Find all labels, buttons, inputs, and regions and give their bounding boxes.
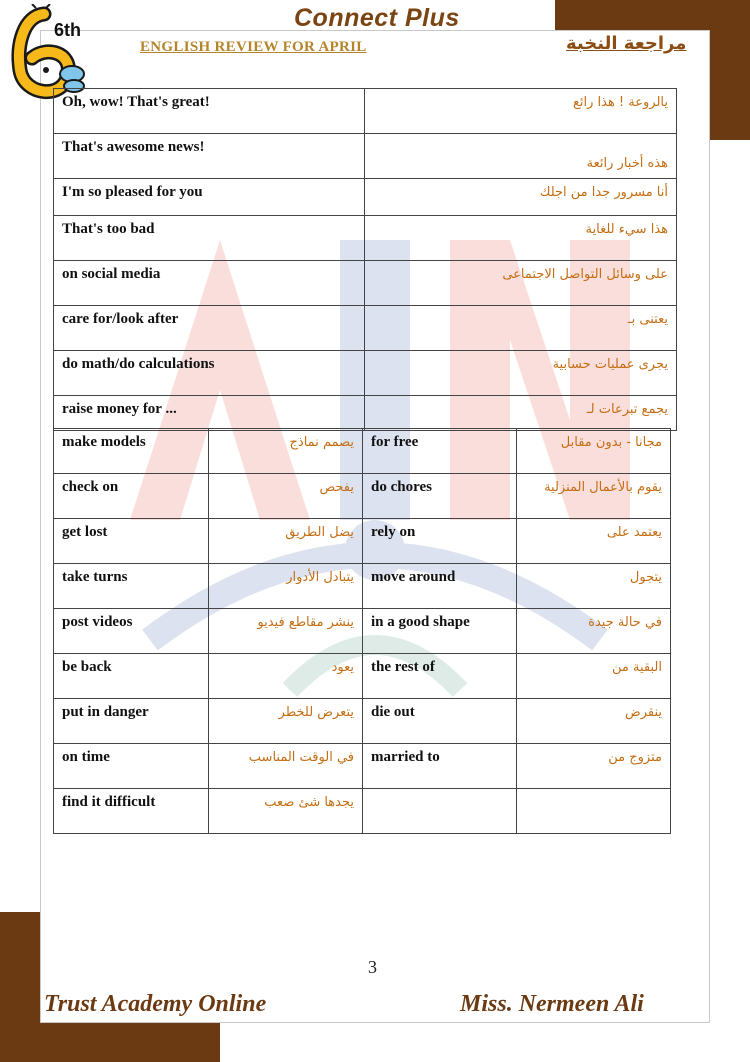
vocab-english: on time <box>54 744 209 789</box>
table-row <box>54 564 671 609</box>
table-row <box>54 179 677 216</box>
vocabulary-table <box>53 428 671 834</box>
vocab-arabic: متزوج من <box>517 744 671 789</box>
page-number: 3 <box>368 957 377 977</box>
review-title: ENGLISH REVIEW FOR APRIL <box>140 39 367 55</box>
vocab-english: move around <box>363 564 517 609</box>
vocab-arabic: يتعرض للخطر <box>209 699 363 744</box>
phrase-arabic: يالروعة ! هذا رائع <box>365 89 677 134</box>
vocab-arabic: يعود <box>209 654 363 699</box>
table-row <box>54 216 677 261</box>
phrase-arabic: على وسائل التواصل الاجتماعى <box>365 261 677 306</box>
vocab-english: the rest of <box>363 654 517 699</box>
phrase-english: I'm so pleased for you <box>54 179 365 216</box>
table-row <box>54 429 671 474</box>
phrases-table <box>53 88 677 431</box>
vocab-english: do chores <box>363 474 517 519</box>
vocab-english: for free <box>363 429 517 474</box>
table-row <box>54 306 677 351</box>
phrase-english: care for/look after <box>54 306 365 351</box>
review-title-arabic: مراجعة النخبة <box>566 33 687 54</box>
vocab-english: in a good shape <box>363 609 517 654</box>
table-row <box>54 519 671 564</box>
footer-teacher: Miss. Nermeen Ali <box>460 991 644 1017</box>
phrase-arabic: هذا سيء للغاية <box>365 216 677 261</box>
vocab-arabic: يتبادل الأدوار <box>209 564 363 609</box>
vocab-arabic: ينشر مقاطع فيديو <box>209 609 363 654</box>
table-row <box>54 699 671 744</box>
vocab-arabic: البقية من <box>517 654 671 699</box>
vocab-arabic: يقوم بالأعمال المنزلية <box>517 474 671 519</box>
table-row <box>54 134 677 179</box>
table-row <box>54 789 671 834</box>
table-row <box>54 396 677 431</box>
table-row <box>54 654 671 699</box>
phrase-english: do math/do calculations <box>54 351 365 396</box>
vocab-arabic: مجانا - بدون مقابل <box>517 429 671 474</box>
vocab-english: put in danger <box>54 699 209 744</box>
vocab-arabic: في حالة جيدة <box>517 609 671 654</box>
phrase-arabic: يجرى عمليات حسابية <box>365 351 677 396</box>
phrase-arabic: يجمع تبرعات لـ <box>365 396 677 431</box>
grade-logo-text: 6th <box>54 20 81 40</box>
phrase-english: raise money for ... <box>54 396 365 431</box>
phrase-english: That's awesome news! <box>54 134 365 179</box>
vocab-arabic: يجدها شئ صعب <box>209 789 363 834</box>
phrase-english: Oh, wow! That's great! <box>54 89 365 134</box>
vocab-english: make models <box>54 429 209 474</box>
vocab-arabic: في الوقت المناسب <box>209 744 363 789</box>
table-row <box>54 261 677 306</box>
vocab-english: get lost <box>54 519 209 564</box>
vocab-arabic: يتجول <box>517 564 671 609</box>
vocab-arabic: ينقرض <box>517 699 671 744</box>
vocab-english: be back <box>54 654 209 699</box>
phrase-arabic: هذه أخبار رائعة <box>365 134 677 179</box>
brand-title: Connect Plus <box>294 4 460 32</box>
phrase-english: That's too bad <box>54 216 365 261</box>
table-row <box>54 474 671 519</box>
phrase-english: on social media <box>54 261 365 306</box>
vocab-arabic <box>517 789 671 834</box>
vocab-english <box>363 789 517 834</box>
vocab-english: check on <box>54 474 209 519</box>
vocab-arabic: يعتمد على <box>517 519 671 564</box>
vocab-english: take turns <box>54 564 209 609</box>
footer-academy: Trust Academy Online <box>44 991 267 1017</box>
table-row <box>54 609 671 654</box>
table-row <box>54 744 671 789</box>
vocab-english: die out <box>363 699 517 744</box>
vocab-english: married to <box>363 744 517 789</box>
phrase-arabic: يعتنى بـ <box>365 306 677 351</box>
vocab-english: find it difficult <box>54 789 209 834</box>
phrase-arabic: أنا مسرور جدا من اجلك <box>365 179 677 216</box>
vocab-arabic: يضل الطريق <box>209 519 363 564</box>
vocab-english: rely on <box>363 519 517 564</box>
table-row <box>54 89 677 134</box>
vocab-arabic: يصمم نماذج <box>209 429 363 474</box>
vocab-english: post videos <box>54 609 209 654</box>
table-row <box>54 351 677 396</box>
vocab-arabic: يفحص <box>209 474 363 519</box>
